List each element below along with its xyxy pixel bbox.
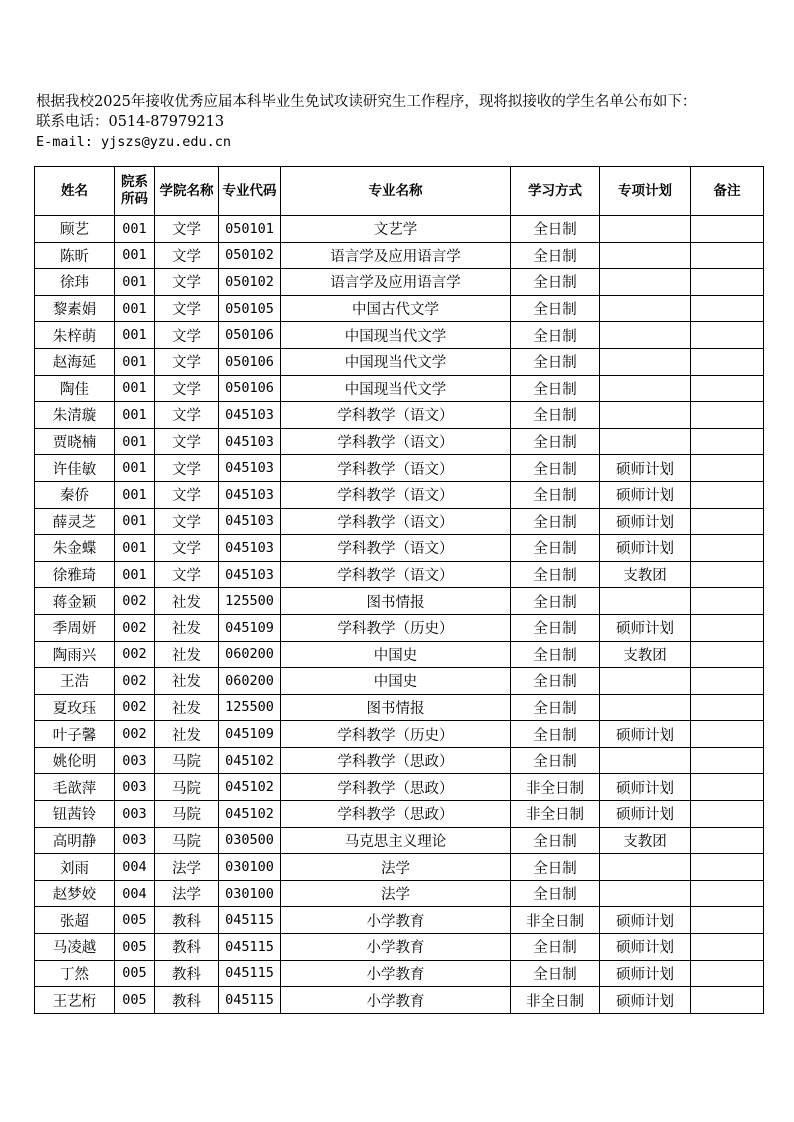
cell-major-name: 语言学及应用语言学	[281, 242, 511, 269]
table-row	[35, 508, 764, 535]
cell-college: 马院	[155, 774, 219, 801]
cell-dept-code: 001	[115, 295, 155, 322]
table-row	[35, 614, 764, 641]
cell-dept-code: 002	[115, 614, 155, 641]
cell-special-plan: 硕师计划	[600, 774, 691, 801]
cell-special-plan	[600, 216, 691, 243]
cell-major-name: 法学	[281, 854, 511, 881]
table-row	[35, 960, 764, 987]
cell-major-code: 050101	[219, 216, 281, 243]
cell-major-code: 050106	[219, 322, 281, 349]
cell-major-code: 045103	[219, 481, 281, 508]
cell-college: 文学	[155, 269, 219, 296]
cell-college: 文学	[155, 348, 219, 375]
cell-name: 叶子馨	[35, 721, 115, 748]
cell-study-mode: 全日制	[511, 668, 600, 695]
cell-name: 王浩	[35, 668, 115, 695]
cell-study-mode: 全日制	[511, 375, 600, 402]
cell-dept-code: 005	[115, 907, 155, 934]
cell-special-plan: 支教团	[600, 827, 691, 854]
table-row	[35, 934, 764, 961]
table-row	[35, 535, 764, 562]
cell-dept-code: 004	[115, 880, 155, 907]
cell-dept-code: 001	[115, 428, 155, 455]
cell-major-code: 050106	[219, 348, 281, 375]
cell-college: 马院	[155, 747, 219, 774]
cell-study-mode: 全日制	[511, 561, 600, 588]
cell-major-code: 060200	[219, 641, 281, 668]
cell-study-mode: 全日制	[511, 348, 600, 375]
cell-major-code: 125500	[219, 694, 281, 721]
cell-special-plan: 硕师计划	[600, 801, 691, 828]
cell-study-mode: 全日制	[511, 960, 600, 987]
cell-remark	[691, 641, 764, 668]
cell-major-name: 学科教学（语文）	[281, 428, 511, 455]
cell-name: 张超	[35, 907, 115, 934]
cell-dept-code: 003	[115, 747, 155, 774]
cell-dept-code: 001	[115, 508, 155, 535]
cell-special-plan	[600, 854, 691, 881]
cell-major-name: 文艺学	[281, 216, 511, 243]
cell-study-mode: 全日制	[511, 694, 600, 721]
table-row	[35, 561, 764, 588]
cell-major-code: 045103	[219, 455, 281, 482]
cell-special-plan: 硕师计划	[600, 481, 691, 508]
cell-name: 季周妍	[35, 614, 115, 641]
cell-dept-code: 002	[115, 588, 155, 615]
cell-college: 文学	[155, 375, 219, 402]
cell-study-mode: 全日制	[511, 854, 600, 881]
cell-name: 毛歆萍	[35, 774, 115, 801]
cell-special-plan: 硕师计划	[600, 721, 691, 748]
cell-name: 姚伦明	[35, 747, 115, 774]
cell-remark	[691, 561, 764, 588]
cell-name: 高明静	[35, 827, 115, 854]
cell-dept-code: 002	[115, 721, 155, 748]
cell-special-plan	[600, 375, 691, 402]
cell-major-code: 045115	[219, 907, 281, 934]
table-row	[35, 428, 764, 455]
cell-major-name: 法学	[281, 880, 511, 907]
cell-major-code: 045109	[219, 614, 281, 641]
cell-major-name: 学科教学（思政）	[281, 774, 511, 801]
cell-study-mode: 全日制	[511, 508, 600, 535]
cell-remark	[691, 322, 764, 349]
cell-remark	[691, 774, 764, 801]
intro-block	[36, 92, 776, 152]
cell-college: 社发	[155, 668, 219, 695]
cell-dept-code: 001	[115, 481, 155, 508]
header-name: 姓名	[35, 167, 115, 216]
table-row	[35, 588, 764, 615]
cell-name: 陶雨兴	[35, 641, 115, 668]
cell-special-plan: 支教团	[600, 561, 691, 588]
cell-college: 社发	[155, 588, 219, 615]
table-row	[35, 641, 764, 668]
cell-major-name: 语言学及应用语言学	[281, 269, 511, 296]
cell-college: 文学	[155, 428, 219, 455]
cell-special-plan	[600, 348, 691, 375]
cell-college: 文学	[155, 561, 219, 588]
cell-name: 王艺桁	[35, 987, 115, 1014]
cell-college: 文学	[155, 322, 219, 349]
table-row	[35, 295, 764, 322]
cell-dept-code: 001	[115, 242, 155, 269]
cell-major-code: 050102	[219, 269, 281, 296]
cell-dept-code: 001	[115, 535, 155, 562]
cell-major-name: 中国现当代文学	[281, 322, 511, 349]
cell-study-mode: 全日制	[511, 402, 600, 429]
cell-remark	[691, 216, 764, 243]
cell-dept-code: 002	[115, 668, 155, 695]
cell-college: 文学	[155, 535, 219, 562]
cell-major-name: 学科教学（语文）	[281, 561, 511, 588]
cell-college: 社发	[155, 721, 219, 748]
cell-major-code: 045102	[219, 801, 281, 828]
header-row	[35, 167, 764, 216]
cell-major-code: 030100	[219, 854, 281, 881]
cell-college: 社发	[155, 694, 219, 721]
cell-college: 教科	[155, 987, 219, 1014]
table-row	[35, 721, 764, 748]
cell-college: 文学	[155, 455, 219, 482]
table-row	[35, 242, 764, 269]
cell-remark	[691, 934, 764, 961]
cell-dept-code: 005	[115, 987, 155, 1014]
table-row	[35, 907, 764, 934]
cell-special-plan	[600, 588, 691, 615]
cell-study-mode: 全日制	[511, 322, 600, 349]
cell-major-code: 045103	[219, 428, 281, 455]
cell-remark	[691, 907, 764, 934]
cell-major-name: 中国史	[281, 641, 511, 668]
cell-major-code: 050106	[219, 375, 281, 402]
cell-college: 法学	[155, 880, 219, 907]
cell-name: 陈昕	[35, 242, 115, 269]
header-remark: 备注	[691, 167, 764, 216]
cell-study-mode: 全日制	[511, 827, 600, 854]
cell-college: 法学	[155, 854, 219, 881]
cell-major-name: 中国史	[281, 668, 511, 695]
cell-major-name: 小学教育	[281, 987, 511, 1014]
cell-remark	[691, 880, 764, 907]
cell-special-plan: 支教团	[600, 641, 691, 668]
cell-special-plan	[600, 295, 691, 322]
cell-study-mode: 全日制	[511, 880, 600, 907]
cell-study-mode: 全日制	[511, 747, 600, 774]
table-body	[35, 216, 764, 1014]
cell-dept-code: 001	[115, 561, 155, 588]
cell-study-mode: 全日制	[511, 535, 600, 562]
cell-major-code: 045103	[219, 561, 281, 588]
cell-special-plan	[600, 668, 691, 695]
header-dept-code: 院系所码	[115, 167, 155, 216]
cell-major-name: 学科教学（历史）	[281, 614, 511, 641]
table-row	[35, 269, 764, 296]
table-row	[35, 747, 764, 774]
cell-dept-code: 002	[115, 694, 155, 721]
cell-name: 许佳敏	[35, 455, 115, 482]
cell-college: 马院	[155, 801, 219, 828]
table-row	[35, 322, 764, 349]
contact-phone: 联系电话：0514-87979213	[36, 114, 225, 130]
cell-special-plan: 硕师计划	[600, 934, 691, 961]
table-row	[35, 375, 764, 402]
cell-college: 文学	[155, 508, 219, 535]
cell-study-mode: 非全日制	[511, 907, 600, 934]
student-roster-table	[34, 166, 764, 1014]
cell-special-plan: 硕师计划	[600, 535, 691, 562]
cell-major-name: 学科教学（思政）	[281, 801, 511, 828]
cell-study-mode: 非全日制	[511, 987, 600, 1014]
cell-remark	[691, 987, 764, 1014]
cell-study-mode: 全日制	[511, 428, 600, 455]
contact-email: E-mail: yjszs@yzu.edu.cn	[36, 134, 232, 150]
cell-name: 夏玫珏	[35, 694, 115, 721]
cell-special-plan	[600, 694, 691, 721]
cell-major-code: 045115	[219, 960, 281, 987]
cell-remark	[691, 508, 764, 535]
cell-dept-code: 003	[115, 801, 155, 828]
cell-name: 黎素娟	[35, 295, 115, 322]
cell-major-name: 小学教育	[281, 934, 511, 961]
cell-remark	[691, 960, 764, 987]
cell-special-plan	[600, 402, 691, 429]
cell-major-code: 030100	[219, 880, 281, 907]
cell-remark	[691, 295, 764, 322]
cell-name: 丁然	[35, 960, 115, 987]
cell-remark	[691, 481, 764, 508]
cell-remark	[691, 827, 764, 854]
cell-dept-code: 001	[115, 322, 155, 349]
cell-college: 教科	[155, 960, 219, 987]
cell-major-name: 学科教学（语文）	[281, 402, 511, 429]
cell-college: 文学	[155, 481, 219, 508]
cell-special-plan	[600, 428, 691, 455]
cell-dept-code: 001	[115, 216, 155, 243]
cell-special-plan	[600, 880, 691, 907]
cell-major-code: 045103	[219, 535, 281, 562]
cell-special-plan	[600, 747, 691, 774]
cell-remark	[691, 614, 764, 641]
cell-major-code: 030500	[219, 827, 281, 854]
cell-name: 赵梦姣	[35, 880, 115, 907]
cell-major-name: 学科教学（语文）	[281, 481, 511, 508]
cell-special-plan: 硕师计划	[600, 614, 691, 641]
header-special-plan: 专项计划	[600, 167, 691, 216]
cell-major-name: 小学教育	[281, 960, 511, 987]
cell-dept-code: 005	[115, 960, 155, 987]
cell-study-mode: 全日制	[511, 269, 600, 296]
cell-dept-code: 005	[115, 934, 155, 961]
cell-major-code: 045103	[219, 508, 281, 535]
cell-major-code: 045115	[219, 934, 281, 961]
cell-major-code: 050102	[219, 242, 281, 269]
cell-name: 徐玮	[35, 269, 115, 296]
cell-dept-code: 001	[115, 375, 155, 402]
cell-name: 赵海延	[35, 348, 115, 375]
cell-college: 社发	[155, 614, 219, 641]
cell-name: 陶佳	[35, 375, 115, 402]
cell-special-plan: 硕师计划	[600, 907, 691, 934]
cell-major-code: 045102	[219, 774, 281, 801]
cell-special-plan: 硕师计划	[600, 987, 691, 1014]
cell-remark	[691, 801, 764, 828]
cell-major-name: 学科教学（语文）	[281, 455, 511, 482]
cell-name: 蒋金颖	[35, 588, 115, 615]
cell-remark	[691, 535, 764, 562]
cell-remark	[691, 269, 764, 296]
table-row	[35, 455, 764, 482]
intro-text: 根据我校2025年接收优秀应届本科毕业生免试攻读研究生工作程序，现将拟接收的学生名单公布如下：	[36, 94, 697, 110]
cell-name: 贾晓楠	[35, 428, 115, 455]
table-row	[35, 481, 764, 508]
cell-special-plan	[600, 242, 691, 269]
cell-remark	[691, 721, 764, 748]
cell-college: 文学	[155, 216, 219, 243]
cell-study-mode: 全日制	[511, 481, 600, 508]
table-row	[35, 402, 764, 429]
table-row	[35, 216, 764, 243]
cell-name: 刘雨	[35, 854, 115, 881]
cell-college: 马院	[155, 827, 219, 854]
cell-special-plan: 硕师计划	[600, 455, 691, 482]
cell-remark	[691, 428, 764, 455]
table-row	[35, 668, 764, 695]
cell-major-name: 图书情报	[281, 694, 511, 721]
cell-major-name: 学科教学（思政）	[281, 747, 511, 774]
cell-remark	[691, 588, 764, 615]
table-row	[35, 801, 764, 828]
cell-special-plan: 硕师计划	[600, 960, 691, 987]
cell-name: 秦侨	[35, 481, 115, 508]
cell-remark	[691, 375, 764, 402]
header-major-code: 专业代码	[219, 167, 281, 216]
cell-remark	[691, 854, 764, 881]
header-college: 学院名称	[155, 167, 219, 216]
cell-major-code: 045115	[219, 987, 281, 1014]
table-row	[35, 880, 764, 907]
table-row	[35, 348, 764, 375]
cell-dept-code: 004	[115, 854, 155, 881]
header-study-mode: 学习方式	[511, 167, 600, 216]
cell-special-plan: 硕师计划	[600, 508, 691, 535]
cell-study-mode: 全日制	[511, 455, 600, 482]
cell-remark	[691, 348, 764, 375]
cell-remark	[691, 242, 764, 269]
cell-remark	[691, 455, 764, 482]
table-row	[35, 827, 764, 854]
cell-remark	[691, 747, 764, 774]
cell-major-code: 060200	[219, 668, 281, 695]
cell-study-mode: 全日制	[511, 295, 600, 322]
cell-study-mode: 全日制	[511, 588, 600, 615]
cell-special-plan	[600, 322, 691, 349]
cell-study-mode: 全日制	[511, 934, 600, 961]
cell-study-mode: 全日制	[511, 242, 600, 269]
cell-college: 教科	[155, 934, 219, 961]
cell-major-name: 学科教学（语文）	[281, 508, 511, 535]
cell-major-code: 045103	[219, 402, 281, 429]
cell-college: 文学	[155, 295, 219, 322]
header-major-name: 专业名称	[281, 167, 511, 216]
cell-study-mode: 非全日制	[511, 801, 600, 828]
cell-study-mode: 非全日制	[511, 774, 600, 801]
cell-study-mode: 全日制	[511, 641, 600, 668]
cell-name: 朱梓萌	[35, 322, 115, 349]
cell-name: 徐雅琦	[35, 561, 115, 588]
cell-remark	[691, 694, 764, 721]
cell-major-name: 学科教学（语文）	[281, 535, 511, 562]
cell-college: 文学	[155, 242, 219, 269]
cell-special-plan	[600, 269, 691, 296]
cell-dept-code: 003	[115, 774, 155, 801]
cell-major-name: 中国现当代文学	[281, 348, 511, 375]
cell-dept-code: 001	[115, 269, 155, 296]
cell-major-code: 125500	[219, 588, 281, 615]
cell-college: 文学	[155, 402, 219, 429]
cell-study-mode: 全日制	[511, 614, 600, 641]
cell-dept-code: 001	[115, 455, 155, 482]
cell-college: 社发	[155, 641, 219, 668]
cell-dept-code: 001	[115, 348, 155, 375]
cell-major-code: 045102	[219, 747, 281, 774]
cell-major-code: 045109	[219, 721, 281, 748]
cell-major-name: 中国现当代文学	[281, 375, 511, 402]
cell-dept-code: 001	[115, 402, 155, 429]
cell-study-mode: 全日制	[511, 216, 600, 243]
cell-name: 顾艺	[35, 216, 115, 243]
cell-major-name: 图书情报	[281, 588, 511, 615]
cell-major-name: 学科教学（历史）	[281, 721, 511, 748]
table-row	[35, 987, 764, 1014]
cell-name: 钮茜铃	[35, 801, 115, 828]
table-row	[35, 774, 764, 801]
table-row	[35, 854, 764, 881]
cell-remark	[691, 402, 764, 429]
table-row	[35, 694, 764, 721]
cell-name: 朱金蝶	[35, 535, 115, 562]
cell-dept-code: 003	[115, 827, 155, 854]
cell-major-name: 中国古代文学	[281, 295, 511, 322]
cell-major-name: 小学教育	[281, 907, 511, 934]
cell-dept-code: 002	[115, 641, 155, 668]
cell-name: 马凌越	[35, 934, 115, 961]
cell-college: 教科	[155, 907, 219, 934]
cell-name: 朱清璇	[35, 402, 115, 429]
cell-major-name: 马克思主义理论	[281, 827, 511, 854]
cell-major-code: 050105	[219, 295, 281, 322]
cell-remark	[691, 668, 764, 695]
cell-name: 薛灵芝	[35, 508, 115, 535]
cell-study-mode: 全日制	[511, 721, 600, 748]
